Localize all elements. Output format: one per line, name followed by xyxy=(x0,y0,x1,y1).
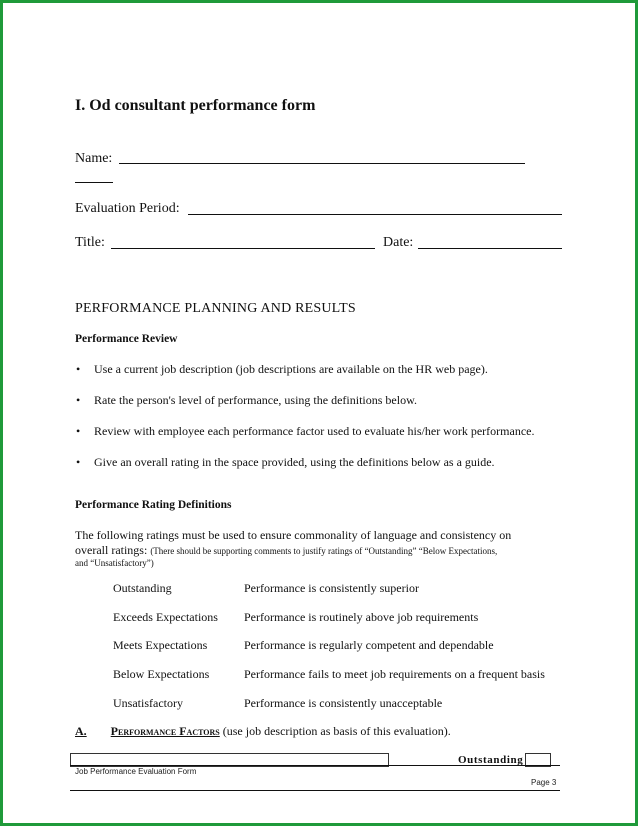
rating-definition: Performance is regularly competent and dependable xyxy=(244,638,494,652)
footer-page-number: Page 3 xyxy=(531,778,557,787)
rating-term: Unsatisfactory xyxy=(113,696,183,710)
rating-definition: Performance is consistently unacceptable xyxy=(244,696,443,710)
footer-form-name: Job Performance Evaluation Form xyxy=(75,767,197,776)
rating-term: Exceeds Expectations xyxy=(113,610,218,624)
footer-bottom-rule xyxy=(70,790,560,791)
definitions-intro-line-1: The following ratings must be used to ensure commonality of language and consistency on xyxy=(75,528,512,542)
rating-term: Below Expectations xyxy=(113,667,210,681)
performance-factors-heading: A. Performance Factors (use job description as basis of this evaluation). xyxy=(75,724,451,738)
evaluation-period-line[interactable] xyxy=(188,214,562,215)
bullet-icon: • xyxy=(76,455,81,469)
rating-term: Meets Expectations xyxy=(113,638,208,652)
document-title: I. Od consultant performance form xyxy=(75,97,316,114)
table-header-outstanding: Outstanding xyxy=(458,754,524,766)
table-bottom-rule xyxy=(70,765,560,766)
document-page: I. Od consultant performance form Name: Evaluation Period: Title: Date: PERFORMANCE PLANNING AND RESULTS Performance Review • Use a current job description (job descriptions are available on the HR web page). • Rate the person's level of performance, using the definitions below. • Review with employee each performance factor used to evaluate his/her work performance. • Give an overall rating in the space provided, using the definitions below as a guide. Performance Rating Definitions The following ratings must be used to ensure commonality of language and consistency on overall ratings: (There should be supporting comments to justify ratings of “Outstanding” “Below Expectations, and “Unsatisfactory”) Outstanding Performance is consistently superior Exceeds Expectations Performance is routinely above job requirements Meets Expectations Performance is regularly competent and dependable Below Expectations Performance fails to meet job requirements on a frequent basis Unsatisfactory Performance is consistently unacceptable A. Performance Factors (use job description as basis of this evaluation). Outstanding Job Performance Evaluation Form Page 3 xyxy=(0,0,638,826)
name-label: Name: xyxy=(75,151,113,166)
definitions-intro-line-2: overall ratings: (There should be supporting comments to justify ratings of “Outstanding” “Below Expectations, xyxy=(75,543,498,557)
rating-definitions-heading: Performance Rating Definitions xyxy=(75,499,232,511)
name-line-continued[interactable] xyxy=(75,182,113,183)
title-line[interactable] xyxy=(111,248,375,249)
name-line[interactable] xyxy=(119,163,525,164)
section-heading: PERFORMANCE PLANNING AND RESULTS xyxy=(75,301,356,316)
rating-definition: Performance is routinely above job requirements xyxy=(244,610,479,624)
bullet-icon: • xyxy=(76,424,81,438)
title-label: Title: xyxy=(75,235,105,250)
bullet-icon: • xyxy=(76,393,81,407)
evaluation-period-label: Evaluation Period: xyxy=(75,201,180,216)
bullet-icon: • xyxy=(76,362,81,376)
definitions-intro-line-3: and “Unsatisfactory”) xyxy=(75,558,154,568)
performance-review-heading: Performance Review xyxy=(75,333,178,345)
date-line[interactable] xyxy=(418,248,562,249)
rating-definition: Performance fails to meet job requirements on a frequent basis xyxy=(244,667,545,681)
date-label: Date: xyxy=(383,235,414,250)
rating-term: Outstanding xyxy=(113,581,172,595)
rating-definition: Performance is consistently superior xyxy=(244,581,419,595)
